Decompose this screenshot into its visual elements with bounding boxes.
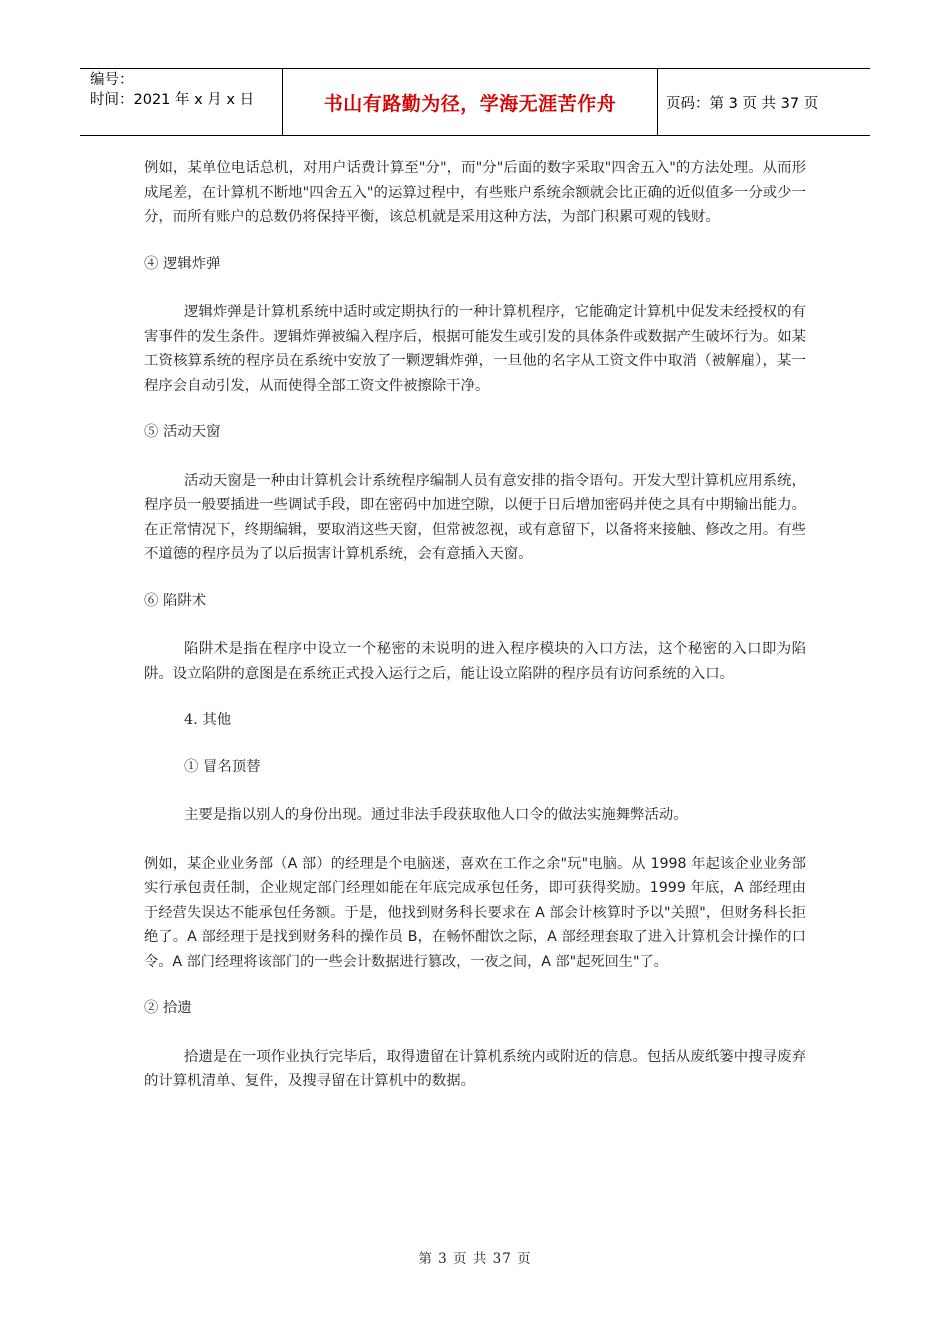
section-heading-other: 4. 其他 xyxy=(184,712,232,728)
paragraph-example-impersonation: 例如，某企业业务部（A 部）的经理是个电脑迷，喜欢在工作之余"玩"电脑。从 1998 年起该企业业务部实行承包责任制，企业规定部门经理如能在年底完成承包任务，即可获得奖励。1999 年底，A 部经理由于经营失误达不能承包任务额。于是，他找到财务科长要求在 A 部会计核算时予以"关照"，但财务科长拒绝了。A 部经理于是找到财务科的操作员 B，在畅怀酣饮之际，A 部经理套取了进入计算机会计操作的口令。A 部门经理将该部门的一些会计数据进行篡改，一夜之间，A 部"起死回生"了。 xyxy=(144,855,806,970)
document-date: 时间：2021 年 x 月 x 日 xyxy=(90,92,255,108)
paragraph-impersonation: 主要是指以别人的身份出现。通过非法手段获取他人口令的做法实施舞弊活动。 xyxy=(184,807,688,823)
page-header xyxy=(80,68,870,136)
document-number-label: 编号： xyxy=(90,72,134,88)
document-body xyxy=(144,156,806,1094)
section-heading-trapdoor: ⑤ 活动天窗 xyxy=(144,424,221,440)
section-heading-trap: ⑥ 陷阱术 xyxy=(144,592,207,609)
header-motto: 书山有路勤为径，学海无涯苦作舟 xyxy=(282,69,658,135)
section-heading-scavenging: ② 拾遗 xyxy=(144,1000,192,1016)
paragraph-example-rounding: 例如，某单位电话总机，对用户话费计算至"分"，而"分"后面的数字采取"四舍五入"的方法处理。从而形成尾差，在计算机不断地"四舍五入"的运算过程中，有些账户系统余额就会比正确的近似值多一分或少一分，而所有账户的总数仍将保持平衡，该总机就是采用这种方法，为部门积累可观的钱财。 xyxy=(144,160,806,225)
section-heading-logic-bomb: ④ 逻辑炸弹 xyxy=(144,255,221,272)
page-footer: 第 3 页 共 37 页 xyxy=(418,1251,532,1267)
paragraph-logic-bomb: 逻辑炸弹是计算机系统中适时或定期执行的一种计算机程序，它能确定计算机中促发未经授权的有害事件的发生条件。逻辑炸弹被编入程序后，根据可能发生或引发的具体条件或数据产生破坏行为。如某工资核算系统的程序员在系统中安放了一颗逻辑炸弹，一旦他的名字从工资文件中取消（被解雇），某一程序会自动引发，从而使得全部工资文件被擦除干净。 xyxy=(144,304,806,394)
header-page-code: 页码：第 3 页 共 37 页 xyxy=(666,95,819,112)
header-meta xyxy=(80,69,282,135)
paragraph-trap: 陷阱术是指在程序中设立一个秘密的未说明的进入程序模块的入口方法，这个秘密的入口即为陷阱。设立陷阱的意图是在系统正式投入运行之后，能让设立陷阱的程序员有访问系统的入口。 xyxy=(144,641,806,682)
section-heading-impersonation: ① 冒名顶替 xyxy=(184,758,261,775)
paragraph-trapdoor: 活动天窗是一种由计算机会计系统程序编制人员有意安排的指令语句。开发大型计算机应用系统，程序员一般要插进一些调试手段，即在密码中加进空隙，以便于日后增加密码并使之具有中期输出能力。在正常情况下，终期编辑，要取消这些天窗，但常被忽视，或有意留下，以备将来接触、修改之用。有些不道德的程序员为了以后损害计算机系统，会有意插入天窗。 xyxy=(144,472,806,562)
paragraph-scavenging: 拾遗是在一项作业执行完毕后，取得遗留在计算机系统内或附近的信息。包括从废纸篓中搜寻废弃的计算机清单、复件，及搜寻留在计算机中的数据。 xyxy=(144,1048,806,1089)
